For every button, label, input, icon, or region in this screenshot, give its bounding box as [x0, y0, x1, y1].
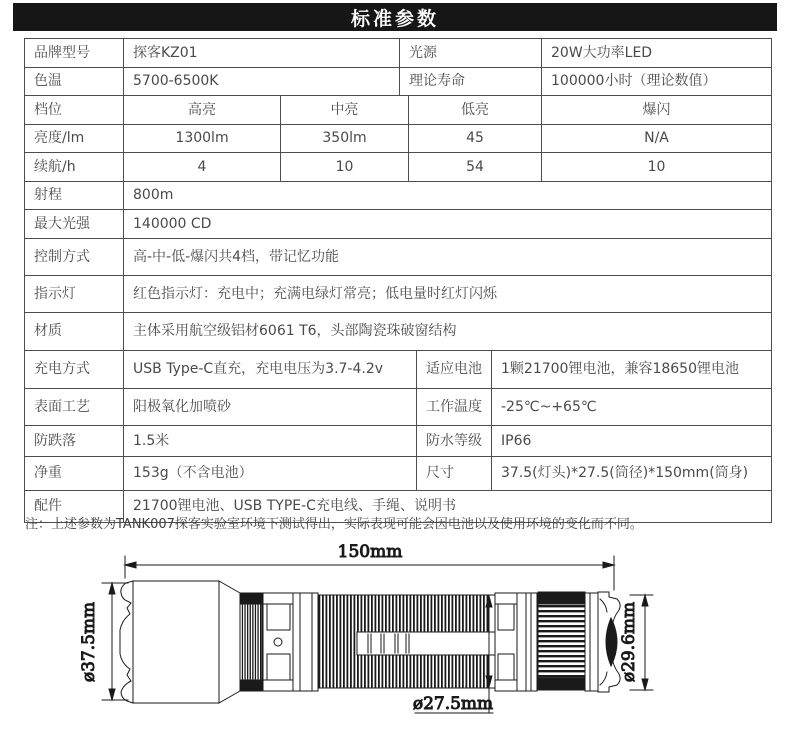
flashlight-outline	[120, 581, 620, 703]
row-value: 主体采用航空级铝材6061 T6，头部陶瓷珠破窗结构	[123, 313, 771, 350]
row-value: 350lm	[280, 125, 408, 152]
table-row	[25, 388, 771, 425]
row-label: 配件	[34, 498, 62, 515]
control-ring	[263, 593, 293, 691]
row-label: 材质	[34, 323, 62, 340]
table-row	[25, 152, 771, 181]
page-title-text: 标准参数	[350, 7, 439, 30]
dim-body-diameter-label: ø27.5mm	[412, 694, 494, 714]
row-label: 档位	[34, 101, 62, 118]
row-value: 红色指示灯：充电中；充满电绿灯常亮；低电量时红灯闪烁	[123, 276, 771, 312]
row-value: 20W大功率LED	[541, 39, 771, 67]
table-row	[25, 124, 771, 152]
row-value: N/A	[541, 125, 771, 152]
footnote: 注：上述参数为TANK007探客实验室环境下测试得出，实际表现可能会因电池以及使用环境的变化而不同。	[25, 517, 643, 532]
tail-cap	[598, 592, 620, 692]
row-value: 1颗21700锂电池，兼容18650锂电池	[491, 351, 771, 388]
flashlight-technical-drawing	[0, 530, 790, 750]
head-knurl	[240, 604, 262, 680]
dim-tail-diameter-label: ø29.6mm	[619, 601, 639, 683]
row-label: 品牌型号	[34, 44, 90, 61]
table-row	[25, 95, 771, 124]
row-label: 色温	[34, 73, 62, 90]
row-label: 亮度/lm	[34, 130, 85, 147]
row-label: 表面工艺	[34, 398, 90, 415]
row-label: 理论寿命	[399, 68, 541, 95]
col-header: 爆闪	[541, 96, 771, 124]
row-label: 工作温度	[416, 389, 491, 425]
flashlight-head	[133, 581, 219, 703]
row-label: 防跌落	[34, 432, 76, 449]
tail-segment-ring	[495, 593, 517, 691]
row-value: USB Type-C直充，充电电压为3.7-4.2v	[123, 351, 416, 388]
row-value: IP66	[491, 426, 771, 456]
table-row	[25, 312, 771, 350]
row-value: 140000 CD	[123, 210, 771, 238]
row-label: 适应电池	[416, 351, 491, 388]
row-label: 指示灯	[34, 285, 76, 302]
row-label: 防水等级	[416, 426, 491, 456]
row-label: 净重	[34, 465, 62, 482]
table-row	[25, 209, 771, 238]
tail-knurl	[538, 604, 585, 678]
row-value: 800m	[123, 182, 771, 209]
row-value: 探客KZ01	[123, 39, 399, 67]
row-value: 153g（不含电池）	[123, 457, 416, 490]
row-label: 光源	[399, 39, 541, 67]
table-row	[25, 39, 771, 67]
row-value: 54	[408, 153, 541, 181]
row-value: 100000小时（理论数值）	[541, 68, 771, 95]
row-value: 4	[123, 153, 280, 181]
table-row	[25, 275, 771, 312]
row-value: 阳极氧化加喷砂	[123, 389, 416, 425]
strike-bezel	[120, 581, 133, 703]
row-value: 10	[541, 153, 771, 181]
page-title	[13, 3, 777, 31]
table-row	[25, 238, 771, 275]
col-header: 低亮	[408, 96, 541, 124]
row-label: 充电方式	[34, 361, 90, 378]
table-row	[25, 181, 771, 209]
head-taper	[219, 581, 240, 703]
row-label: 控制方式	[34, 248, 90, 265]
table-row	[25, 350, 771, 388]
col-header: 中亮	[280, 96, 408, 124]
row-value: 37.5(灯头)*27.5(筒径)*150mm(筒身)	[491, 457, 771, 490]
table-row	[25, 425, 771, 456]
row-label: 最大光强	[34, 215, 90, 232]
row-value: 1300lm	[123, 125, 280, 152]
dim-length-label: 150mm	[337, 542, 403, 562]
row-value: 45	[408, 125, 541, 152]
row-label: 续航/h	[34, 158, 76, 175]
row-value: 21700锂电池、USB TYPE-C充电线、手绳、说明书	[123, 491, 771, 522]
row-value: -25℃~+65℃	[491, 389, 771, 425]
table-row	[25, 67, 771, 95]
row-label: 射程	[34, 187, 62, 204]
table-row	[25, 456, 771, 490]
row-value: 高-中-低-爆闪共4档，带记忆功能	[123, 239, 771, 275]
row-value: 1.5米	[123, 426, 416, 456]
spec-table	[24, 38, 772, 523]
row-value: 10	[280, 153, 408, 181]
dim-tail-diameter	[619, 595, 653, 690]
col-header: 高亮	[123, 96, 280, 124]
row-label: 尺寸	[416, 457, 491, 490]
dim-head-diameter-label: ø37.5mm	[79, 601, 99, 683]
row-value: 5700-6500K	[123, 68, 399, 95]
